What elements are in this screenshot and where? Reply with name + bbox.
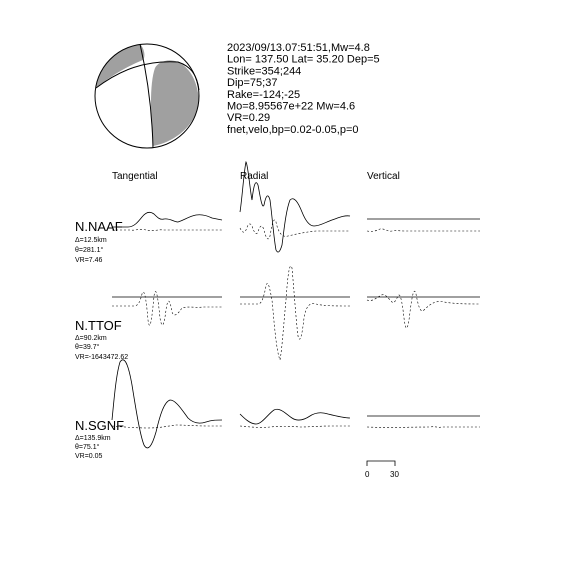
waveform-ttof-tangential xyxy=(112,292,222,326)
column-heading-radial: Radial xyxy=(240,171,269,182)
synthetic-trace xyxy=(240,266,350,360)
header-line-3: Strike=354;244 xyxy=(227,65,302,78)
station-distance: Δ=90.2km xyxy=(75,335,107,342)
waveform-ttof-vertical xyxy=(367,291,480,328)
column-heading-tangential: Tangential xyxy=(112,171,158,182)
waveform-sgnf-tangential xyxy=(112,360,222,448)
station-variance-reduction: VR=0.05 xyxy=(75,453,103,460)
station-distance: Δ=135.9km xyxy=(75,435,111,442)
station-name: N.NAAF xyxy=(75,219,123,234)
observed-trace xyxy=(112,360,222,448)
event-header xyxy=(227,42,380,136)
synthetic-trace xyxy=(112,425,222,428)
synthetic-trace xyxy=(367,229,480,232)
header-line-1: 2023/09/13.07:51:51,Mw=4.8 xyxy=(227,42,370,54)
scale-bar-line xyxy=(367,461,395,466)
synthetic-trace xyxy=(240,220,350,239)
station-variance-reduction: VR=7.46 xyxy=(75,257,103,264)
station-distance: Δ=12.5km xyxy=(75,237,107,244)
synthetic-trace xyxy=(112,229,222,230)
station-label-ttof xyxy=(75,318,128,361)
scale-end-label: 30 xyxy=(390,470,399,479)
observed-trace xyxy=(240,409,350,424)
waveform-sgnf-radial xyxy=(240,409,350,427)
header-line-8: fnet,velo,bp=0.02-0.05,p=0 xyxy=(227,123,359,136)
waveform-panels xyxy=(112,162,480,448)
waveform-ttof-radial xyxy=(240,266,350,360)
synthetic-trace xyxy=(367,427,480,428)
station-label-sgnf xyxy=(75,418,124,460)
synthetic-trace xyxy=(240,426,350,427)
waveform-naaf-vertical xyxy=(367,219,480,231)
station-label-naaf xyxy=(75,219,123,264)
waveform-naaf-tangential xyxy=(112,212,222,230)
column-heading-vertical: Vertical xyxy=(367,171,400,182)
header-line-2: Lon= 137.50 Lat= 35.20 Dep=5 xyxy=(227,53,380,66)
header-line-4: Dip=75;37 xyxy=(227,77,278,90)
observed-trace xyxy=(112,212,222,227)
waveform-sgnf-vertical xyxy=(367,416,480,427)
header-line-5: Rake=-124;-25 xyxy=(227,88,301,101)
header-line-7: VR=0.29 xyxy=(227,112,271,125)
header-line-6: Mo=8.95567e+22 Mw=4.6 xyxy=(227,100,356,113)
station-variance-reduction: VR=-1643472.62 xyxy=(75,354,129,361)
scale-start-label: 0 xyxy=(365,470,370,479)
beachball-diagram xyxy=(95,44,199,148)
station-azimuth: θ=281.1° xyxy=(75,247,104,254)
station-name: N.SGNF xyxy=(75,418,125,433)
station-azimuth: θ=75.1° xyxy=(75,444,100,451)
station-azimuth: θ=39.7° xyxy=(75,344,100,351)
time-scale-bar xyxy=(365,461,399,479)
station-name: N.TTOF xyxy=(75,318,122,333)
